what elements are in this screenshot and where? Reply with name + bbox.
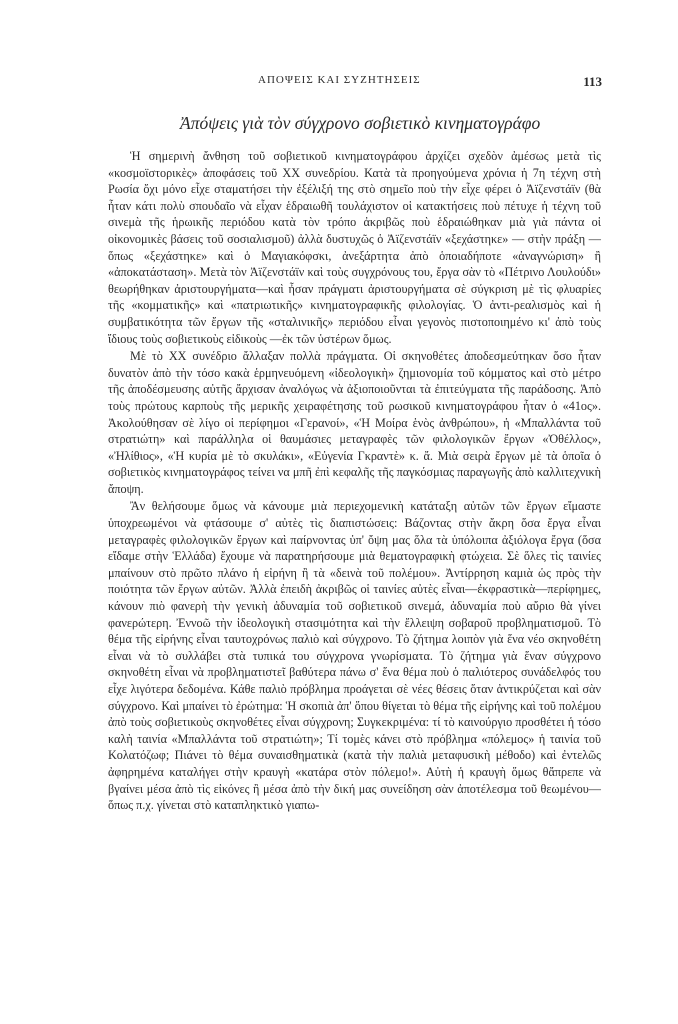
running-header bbox=[112, 74, 602, 94]
paragraph: Ἡ σημερινὴ ἄνθηση τοῦ σοβιετικοῦ κινηματογράφου ἀρχίζει σχεδὸν ἀμέσως μετὰ τὶς «κοσμοϊστορικὲς» ἀποφάσεις τοῦ XX συνεδρίου. Κατὰ τὰ προηγούμενα χρόνια ἡ 7η τέχνη στὴ Ρωσία ὄχι μόνο εἶχε σταματήσει τὴν ἐξέλιξή της στὸ σημεῖο ποὺ τὴν εἶχε φέρει ὁ Ἀϊζενστάϊν (θὰ ἦταν κάτι πολὺ σπουδαῖο νὰ εἶχαν ἑδραιωθῆ τουλάχιστον οἱ κατακτήσεις ποὺ πέτυχε ἡ τέχνη τοῦ σινεμὰ τῆς ἡρωικῆς περιόδου κατὰ τὸν τρόπο ἀκριβῶς ποὺ ἑδραιώθηκαν μιὰ γιὰ πάντα οἱ οἰκονομικὲς βάσεις τοῦ σοσιαλισμοῦ) ἀλλὰ δυστυχῶς ὁ Ἀϊζενστάϊν «ξεχάστηκε» — στὴν πράξη — ὅπως «ξεχάστηκε» καὶ ὁ Μαγιακόφσκι, ἀνεξάρτητα ἀπὸ ὁποιαδήποτε «ἀναγνώριση» ἢ «ἀποκατάσταση». Μετὰ τὸν Ἀϊζενστάϊν καὶ τοὺς συγχρόνους του, ἔργα σὰν τὸ «Πέτρινο Λουλούδι» θεωρήθηκαν ἀριστουργήματα—καὶ ἦσαν πράγματι ἀριστουργήματα σὲ σύγκριση μὲ τὶς φλυαρίες τῆς «κομματικῆς» καὶ «πατριωτικῆς» κινηματογραφικῆς φιλολογίας. Ὁ ἀντι-ρεαλισμὸς καὶ ἡ συμβατικότητα τῶν ἔργων τῆς «σταλινικῆς» περιόδου εἶναι γεγονὸς πιστοποιημένο κι' ἀπὸ τοὺς ἴδιους τοὺς σοβιετικοὺς εἰδικοὺς —ἐκ τῶν ὑστέρων ὅμως. bbox=[108, 149, 601, 346]
paragraph: Μὲ τὸ XX συνέδριο ἄλλαξαν πολλὰ πράγματα. Οἱ σκηνοθέτες ἀποδεσμεύτηκαν ὅσο ἦταν δυνατὸν ἀπὸ τὴν τόσο κακὰ ἑρμηνευόμενη «ἰδεολογικὴ» ζημιονομία τοῦ κόμματος καὶ στὸ μέτρο τῆς ἀποδέσμευσης αὐτῆς ἄρχισαν ἀναλόγως νὰ ἀξιοποιοῦνται τὰ ἐπιτεύγματα τῆς παράδοσης. Ἀπὸ τοὺς πρώτους καρποὺς τῆς μερικῆς χειραφέτησης τοῦ ρωσικοῦ κινηματογράφου ἦταν ὁ «41ος». Ἀκολούθησαν σὲ λίγο οἱ περίφημοι «Γερανοί», «Ἡ Μοίρα ἑνὸς ἀνθρώπου», ἡ «Μπαλλάντα τοῦ στρατιώτη» καὶ παράλληλα οἱ θαυμάσιες μεταγραφὲς τῶν φιλολογικῶν ἔργων «Ὀθέλλος», «Ἠλίθιος», «Ἡ κυρία μὲ τὸ σκυλάκι», «Εὐγενία Γκραντὲ» κ. ἄ. Μιὰ σειρὰ ἔργων μὲ τὰ ὁποῖα ὁ σοβιετικὸς κινηματογράφος τείνει να μπῆ ἐπὶ κεφαλῆς τῆς παγκόσμιας παραγωγῆς ἀπὸ καλλιτεχνικὴ ἄποψη. bbox=[108, 349, 601, 496]
page-number: 113 bbox=[583, 74, 602, 89]
article-body bbox=[108, 148, 601, 814]
article-title: Ἀπόψεις γιὰ τὸν σύγχρονο σοβιετικὸ κινηματογράφο bbox=[180, 113, 541, 133]
paragraph: Ἂν θελήσουμε ὅμως νὰ κάνουμε μιὰ περιεχομενικὴ κατάταξη αὐτῶν τῶν ἔργων εἴμαστε ὑποχρεωμένοι νὰ φτάσουμε σ' αὐτὲς τὶς διαπιστώσεις: Βάζοντας στὴν ἄκρη ὅσα ἔργα εἶναι μεταγραφὲς φιλολογικῶν ἔργων καὶ παίρνοντας ὑπ' ὄψη μας ὅλα τὰ ὑπόλοιπα ἀξιόλογα ἔργα (ὅσα εἴδαμε στὴν Ἑλλάδα) ἔχουμε νὰ παρατηρήσουμε μιὰ θεματογραφικὴ φτώχεια. Σὲ ὅλες τὶς ταινίες μπαίνουν στὸ πρῶτο πλάνο ἡ εἰρήνη ἢ τὰ «δεινὰ τοῦ πολέμου». Ἀντίρρηση καμιὰ ὡς πρὸς τὴν ποιότητα τῶν ἔργων αὐτῶν. Ἀλλὰ ἐπειδὴ ἀκριβῶς οἱ ταινίες αὐτὲς εἶναι—ἐκφραστικὰ—περίφημες, κάνουν πιὸ φανερὴ τὴν γενικὴ ἀδυναμία τοῦ σοβιετικοῦ σινεμά, ἀδυναμία ποὺ αὔριο θὰ γίνει φανερώτερη. Ἐννοῶ τὴν ἰδεολογικὴ στασιμότητα καὶ τὴν ἔλλειψη σοβαροῦ προβληματισμοῦ. Τὸ θέμα τῆς εἰρήνης εἶναι ταυτοχρόνως παλιὸ καὶ σύγχρονο. Τὸ ζήτημα λοιπὸν γιὰ ἕνα νέο σκηνοθέτη εἶναι νὰ τὸ συλλάβει στὰ τυπικά του σύγχρονα γνωρίσματα. Τὸ ζήτημα γιὰ ἕναν σύγχρονο σκηνοθέτη εἶναι νὰ προβληματιστεῖ βαθύτερα πάνω σ' ἕνα θέμα ποὺ ὁ παλιότερος συνάδελφός του εἶχε λιγότερα δεδομένα. Κάθε παλιὸ πρόβλημα προάγεται σὲ νέες θέσεις ὅταν ἀντικρύζεται καὶ σὰν σύγχρονο. Καὶ μπαίνει τὸ ἐρώτημα: Ἡ σκοπιὰ ἀπ' ὅπου θίγεται τὸ θέμα τῆς εἰρήνης καὶ τοῦ πολέμου ἀπὸ τοὺς σοβιετικοὺς σκηνοθέτες εἶναι σύγχρονη; Συγκεκριμένα: τί τὸ καινούργιο προσθέτει ἡ τόσο καλὴ ταινία «Μπαλλάντα τοῦ στρατιώτη»; Τί τομὲς κάνει στὸ πρόβλημα «πόλεμος» ἡ ταινία τοῦ Κολατόζωφ; Πιάνει τὸ θέμα συναισθηματικὰ (κατὰ τὴν παλιὰ μεταφυσικὴ μέθοδο) καὶ ἐντελῶς ἀφηρημένα καταλήγει στὴν κραυγὴ «κατάρα στὸν πόλεμο!». Αὐτὴ ἡ κραυγὴ ὅμως θἄπρεπε νὰ βγαίνει μέσα ἀπὸ τὶς εἰκόνες ἢ μέσα ἀπὸ τὴν δική μας συνείδηση σὰν ἀποτέλεσμα τοῦ θεωμένου—ὅπως π.χ. γίνεται στὸ καταπληκτικὸ γιαπω- bbox=[108, 499, 601, 813]
running-title: ΑΠΟΨΕΙΣ ΚΑΙ ΣΥΖΗΤΗΣΕΙΣ bbox=[258, 74, 421, 86]
